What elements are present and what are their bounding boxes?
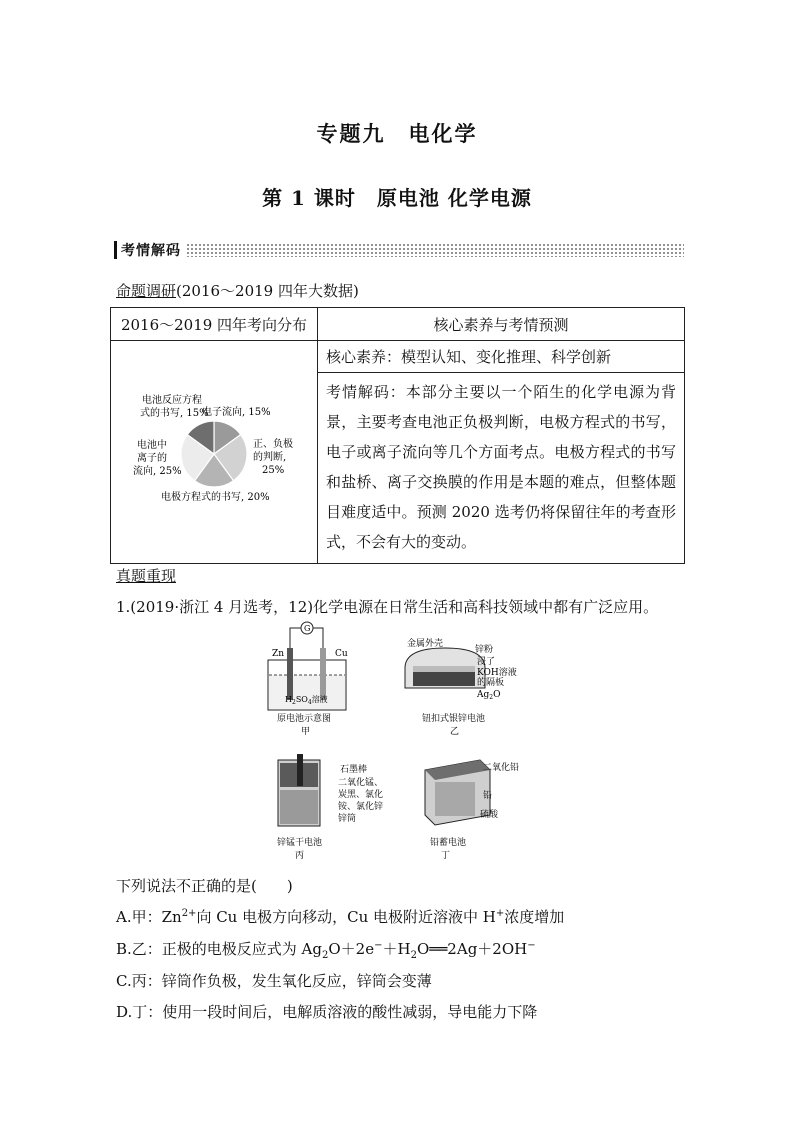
galvanometer-label: G	[304, 624, 311, 633]
pie-label-reaction-eq-2: 式的书写, 15%	[140, 408, 209, 419]
ding-caption: 铅蓄电池	[430, 838, 467, 848]
survey-heading	[116, 280, 359, 301]
question-prompt: 下列说法不正确的是( )	[116, 877, 293, 895]
jia-tag: 甲	[301, 727, 311, 737]
figure-bing	[277, 754, 383, 860]
mix-label-2: 炭黑、氯化	[338, 790, 384, 800]
figure-jia	[268, 622, 348, 737]
separator-label: 的隔板	[477, 678, 505, 688]
exam-prediction: 考情解码：本部分主要以一个陌生的化学电源为背景，主要考查电池正负极判断，电极方程式的书写，电子或离子流向等几个方面考点。电极方程式的书写和盐桥、离子交换膜的作用是本题的难点，但整体题目难度适中。预测 2020 选考仍将保留往年的考查形式，不会有大的变动。	[318, 373, 685, 564]
electrolyte-label: $H_2SO_4$溶液	[285, 695, 328, 706]
pie-slices	[181, 421, 247, 487]
survey-range: (2016～2019 四年大数据)	[176, 282, 359, 300]
acid-label: 硫酸	[480, 810, 499, 820]
option-a[interactable]: A.甲：$Zn^{2+}$向 Cu 电极方向移动，Cu 电极附近溶液中 H+浓度增加	[116, 908, 565, 926]
lesson-title: 第 1 课时 原电池 化学电源	[262, 186, 532, 210]
exam-analysis-table	[110, 307, 685, 564]
graphite-rod-label: 石墨棒	[340, 765, 368, 775]
pie-label-electron-flow: 电子流向, 15%	[202, 407, 271, 418]
page-title: 专题九 电化学	[316, 121, 478, 146]
ag2o-label: $Ag_2O$	[477, 690, 501, 701]
pie-label-electrode-judge-3: 25%	[262, 465, 285, 476]
section-label: 考情解码	[121, 243, 181, 259]
section-header	[114, 240, 684, 260]
pie-chart	[111, 341, 315, 553]
pbo2-label: 二氧化铅	[483, 763, 520, 773]
bing-tag: 丙	[295, 851, 305, 860]
koh-label: KOH溶液	[477, 668, 517, 678]
pie-label-equation-writing: 电极方程式的书写, 20%	[161, 492, 270, 503]
col1-header: 2016～2019 四年考向分布	[111, 308, 318, 341]
pie-label-electrode-judge-2: 的判断,	[253, 452, 287, 463]
pie-label-ion-flow-3: 流向, 25%	[133, 466, 182, 477]
zinc-label-2: 浸了	[477, 657, 496, 667]
pie-cell	[111, 341, 318, 564]
pie-label-ion-flow-1: 电池中	[137, 440, 167, 451]
ding-tag: 丁	[441, 851, 451, 860]
battery-figures	[255, 620, 555, 860]
figure-yi	[405, 637, 517, 737]
cu-label: Cu	[335, 649, 348, 659]
pie-label-ion-flow-2: 离子的	[137, 453, 167, 464]
zinc-label-1: 锌粉	[475, 645, 494, 655]
option-d[interactable]: D.丁：使用一段时间后，电解质溶液的酸性减弱，导电能力下降	[116, 1003, 538, 1021]
section-marker	[114, 241, 117, 259]
option-b[interactable]: B.乙：正极的电极反应式为 $Ag_2O+2e^-+H_2O══2Ag+2OH^-$	[116, 940, 536, 961]
yi-caption: 钮扣式银锌电池	[422, 714, 486, 724]
pie-label-reaction-eq-1: 电池反应方程	[142, 395, 202, 406]
question-stem: 1.(2019·浙江 4 月选考，12)化学电源在日常生活和高科技领域中都有广泛应用。	[116, 598, 659, 616]
option-c[interactable]: C.丙：锌筒作负极，发生氧化反应，锌筒会变薄	[116, 972, 432, 990]
yi-tag: 乙	[450, 727, 460, 737]
pie-label-electrode-judge-1: 正、负极	[253, 439, 293, 450]
survey-label: 命题调研	[116, 282, 177, 300]
mix-label-1: 二氧化锰、	[338, 778, 384, 788]
jia-caption: 原电池示意图	[277, 714, 332, 724]
shell-label: 金属外壳	[407, 639, 444, 649]
mix-label-3: 铵、氯化锌	[338, 802, 384, 812]
section-dotted-rule	[186, 243, 684, 257]
col2-header: 核心素养与考情预测	[318, 308, 685, 341]
zinc-can-label: 锌筒	[338, 814, 357, 824]
figure-ding	[425, 760, 519, 860]
bing-caption: 锌锰干电池	[277, 838, 323, 848]
real-exam-heading: 真题重现	[116, 567, 177, 585]
core-literacy: 核心素养：模型认知、变化推理、科学创新	[318, 341, 685, 373]
zn-label: Zn	[272, 649, 285, 659]
lead-label: 铅	[483, 791, 493, 801]
